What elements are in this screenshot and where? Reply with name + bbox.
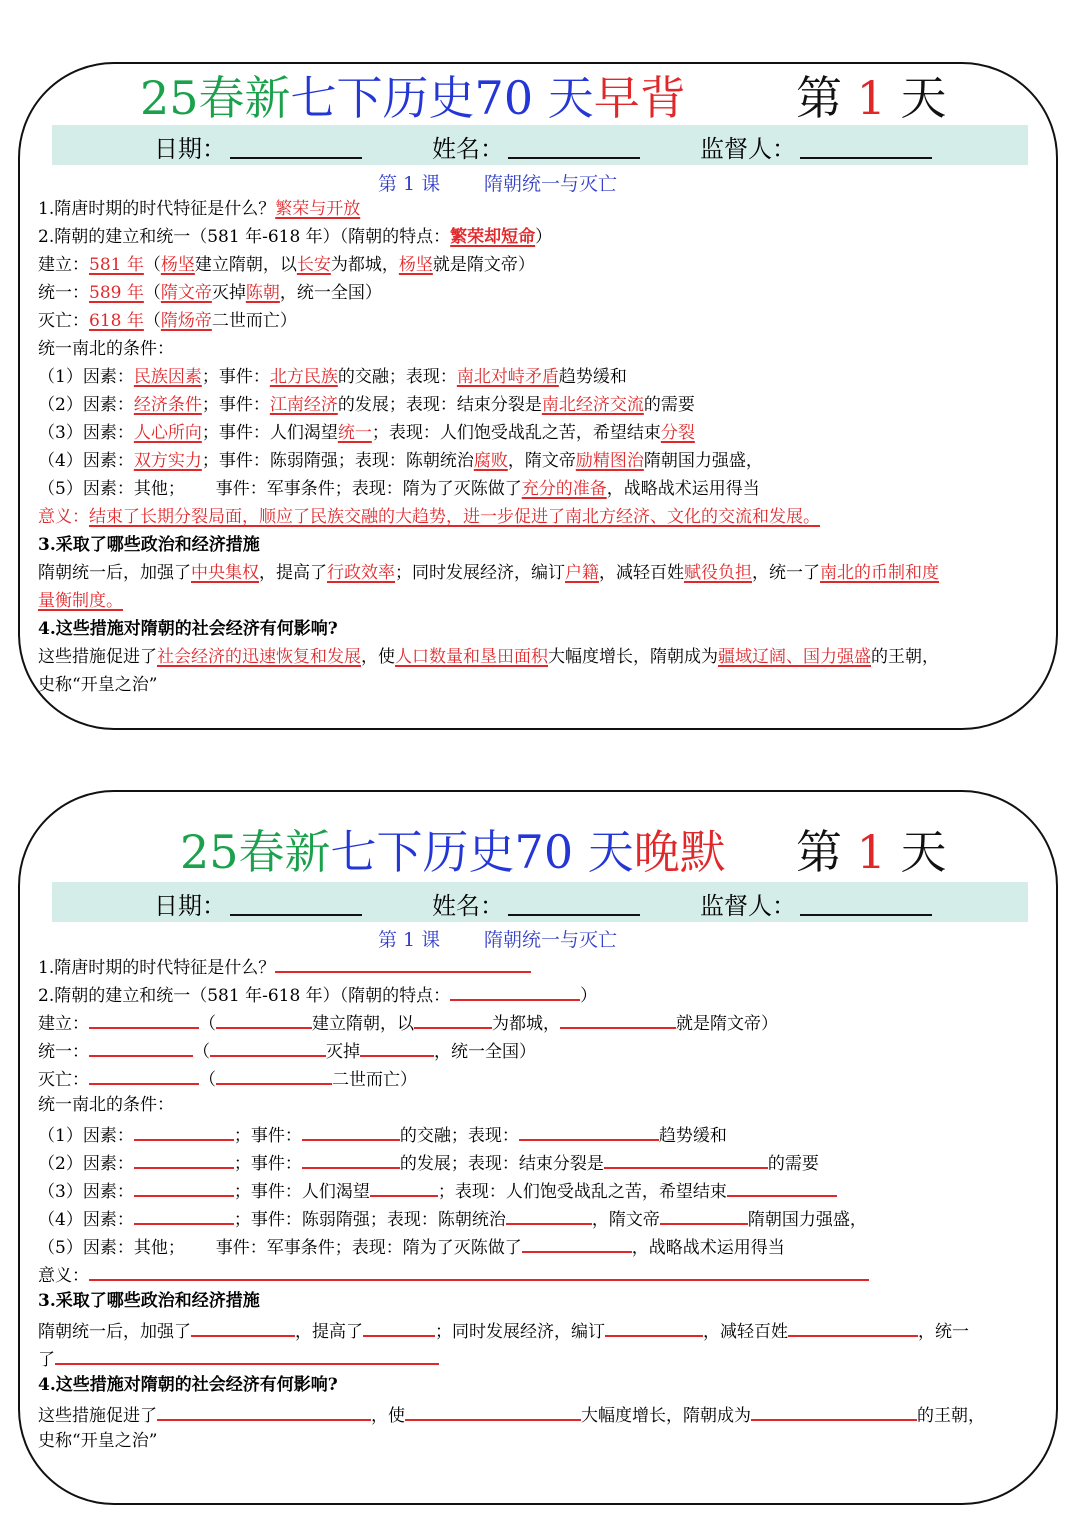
answer-blank[interactable] xyxy=(302,1121,400,1141)
question-text: 4.这些措施对隋朝的社会经济有何影响? xyxy=(38,1375,338,1395)
morning-title-main xyxy=(140,71,686,125)
answer-blank[interactable] xyxy=(560,1009,676,1029)
question-text: （5）因素：其他； 事件：军事条件；表现：隋为了灭陈做了 xyxy=(38,1238,522,1258)
text-line xyxy=(38,1233,1050,1260)
name-field[interactable] xyxy=(508,157,640,159)
question-text: 建立： xyxy=(38,255,89,275)
question-text: ，提高了 xyxy=(295,1322,363,1342)
question-text: 为都城， xyxy=(330,255,399,275)
answer-text: 社会经济的迅速恢复和发展 xyxy=(157,647,361,667)
question-text: ；事件：陈弱隋强；表现：陈朝统治 xyxy=(233,1210,506,1230)
question-text: 3.采取了哪些政治和经济措施 xyxy=(38,1291,260,1311)
question-text: （2）因素： xyxy=(38,1154,134,1174)
question-text: ，减轻百姓 xyxy=(703,1322,788,1342)
answer-blank[interactable] xyxy=(134,1205,234,1225)
question-text: ，隋文帝 xyxy=(591,1210,660,1230)
question-text: ；事件： xyxy=(233,1126,302,1146)
question-text: 就是隋文帝） xyxy=(676,1014,778,1034)
morning-lesson-title: 隋朝统一与灭亡 xyxy=(484,173,618,195)
question-text: 2.隋朝的建立和统一（581 年-618 年）（隋朝的特点： xyxy=(38,227,451,247)
morning-info-bar xyxy=(52,125,1028,165)
question-text: 灭亡： xyxy=(38,1070,89,1090)
answer-text: 隋文帝 xyxy=(160,283,212,303)
text-line xyxy=(38,1037,1050,1064)
question-text: 为都城， xyxy=(492,1014,560,1034)
answer-text: 民族因素 xyxy=(133,367,202,387)
evening-day-label xyxy=(796,816,947,882)
answer-blank[interactable] xyxy=(302,1149,400,1169)
question-text: 的发展；表现：结束分裂是 xyxy=(337,395,542,415)
question-text: ，隋文帝 xyxy=(507,451,576,471)
answer-text: 户籍 xyxy=(565,563,599,583)
title-part: 25春新 xyxy=(180,825,331,879)
question-text: 统一南北的条件： xyxy=(38,1095,174,1115)
question-text: ，统一 xyxy=(918,1322,969,1342)
answer-text: 繁荣却短命 xyxy=(450,227,536,247)
morning-title xyxy=(140,62,947,126)
text-line xyxy=(38,1317,1050,1344)
answer-blank[interactable] xyxy=(727,1177,837,1197)
title-part: 七下历史70 天 xyxy=(330,825,634,879)
answer-text: 统一 xyxy=(337,423,372,443)
question-text: 1.隋唐时期的时代特征是什么？ xyxy=(38,958,276,978)
text-line xyxy=(38,981,1050,1008)
answer-blank[interactable] xyxy=(89,1009,199,1029)
name-field[interactable] xyxy=(508,914,640,916)
text-line xyxy=(38,449,1050,473)
text-line xyxy=(38,365,1050,389)
question-text: ；事件：陈弱隋强；表现：陈朝统治 xyxy=(201,451,474,471)
answer-text: 618 年 xyxy=(89,311,144,331)
answer-blank[interactable] xyxy=(134,1149,234,1169)
question-text: ；表现：人们饱受战乱之苦，希望结束 xyxy=(437,1182,727,1202)
text-line xyxy=(38,617,1050,641)
question-text: （4）因素： xyxy=(38,1210,134,1230)
text-line xyxy=(38,1093,1050,1117)
answer-blank[interactable] xyxy=(275,953,531,973)
text-line xyxy=(38,533,1050,557)
question-text: 灭掉 xyxy=(211,283,246,303)
text-line xyxy=(38,561,1050,585)
question-text: （3）因素： xyxy=(38,423,134,443)
answer-blank[interactable] xyxy=(414,1009,492,1029)
question-text: 的交融；表现： xyxy=(399,1126,519,1146)
answer-text: 疆域辽阔、国力强盛 xyxy=(718,647,871,667)
answer-text: 人心所向 xyxy=(133,423,202,443)
answer-text: 长安 xyxy=(296,255,331,275)
question-text: 建立： xyxy=(38,1014,89,1034)
question-text: 的交融；表现： xyxy=(337,367,457,387)
question-text: 的需要 xyxy=(643,395,695,415)
title-part: 1 xyxy=(856,825,886,879)
text-line xyxy=(38,1429,1050,1453)
question-text: ；同时发展经济，编订 xyxy=(435,1322,605,1342)
question-text: 的王朝， xyxy=(871,647,939,667)
answer-text: 分裂 xyxy=(660,423,695,443)
answer-blank[interactable] xyxy=(450,981,580,1001)
question-text: 这些措施促进了 xyxy=(38,1406,157,1426)
question-text: ，统一全国） xyxy=(434,1042,536,1062)
question-text: 隋朝统一后，加强了 xyxy=(38,563,191,583)
date-label: 日期： xyxy=(154,135,226,163)
title-part: 第 xyxy=(796,825,857,879)
question-text: 这些措施促进了 xyxy=(38,647,157,667)
title-part: 早背 xyxy=(593,71,686,125)
question-text: 建立隋朝，以 xyxy=(194,255,297,275)
name-label: 姓名： xyxy=(432,135,504,163)
evening-title-main xyxy=(180,825,726,879)
answer-blank[interactable] xyxy=(363,1317,435,1337)
evening-info-bar xyxy=(52,882,1028,922)
answer-blank[interactable] xyxy=(522,1233,632,1253)
text-line xyxy=(38,1149,1050,1176)
question-text: （5）因素：其他； 事件：军事条件；表现：隋为了灭陈做了 xyxy=(38,479,522,499)
question-text: ；事件：人们渴望 xyxy=(201,423,338,443)
text-line xyxy=(38,505,1050,529)
question-text: 隋朝统一后，加强了 xyxy=(38,1322,191,1342)
text-line xyxy=(38,1401,1050,1428)
question-text: 的王朝， xyxy=(917,1406,985,1426)
question-text: 的需要 xyxy=(767,1154,819,1174)
question-text: （ xyxy=(143,311,161,331)
answer-text: 量衡制度。 xyxy=(38,591,123,611)
title-part: 第 xyxy=(796,71,857,125)
answer-text: 南北经济交流 xyxy=(541,395,644,415)
question-text: 史称“开皇之治” xyxy=(38,675,158,695)
answer-blank[interactable] xyxy=(788,1317,918,1337)
title-part: 晚默 xyxy=(633,825,726,879)
question-text: ，统一了 xyxy=(752,563,820,583)
text-line xyxy=(38,1065,1050,1092)
date-label: 日期： xyxy=(154,892,226,920)
answer-text: 双方实力 xyxy=(133,451,202,471)
answer-blank[interactable] xyxy=(89,1261,869,1281)
question-text: ） xyxy=(580,986,598,1006)
question-text: 建立隋朝，以 xyxy=(312,1014,414,1034)
morning-lesson-number: 第 1 课 xyxy=(378,173,441,195)
question-text: ） xyxy=(535,227,553,247)
question-text: ；事件： xyxy=(233,1154,302,1174)
text-line xyxy=(38,421,1050,445)
text-line xyxy=(38,1205,1050,1232)
date-field[interactable] xyxy=(230,914,362,916)
text-line xyxy=(38,645,1050,669)
question-text: ，统一全国） xyxy=(279,283,382,303)
answer-blank[interactable] xyxy=(370,1177,438,1197)
question-text: 二世而亡） xyxy=(332,1070,417,1090)
question-text: 趋势缓和 xyxy=(658,1126,727,1146)
text-line xyxy=(38,225,1050,249)
answer-text: 陈朝 xyxy=(245,283,280,303)
answer-text: 隋炀帝 xyxy=(160,311,212,331)
text-line xyxy=(38,1009,1050,1036)
question-text: ，使 xyxy=(361,647,395,667)
question-text: 1.隋唐时期的时代特征是什么？ xyxy=(38,199,276,219)
answer-text: 北方民族 xyxy=(269,367,338,387)
question-text: 大幅度增长，隋朝成为 xyxy=(548,647,718,667)
answer-blank[interactable] xyxy=(89,1065,199,1085)
text-line xyxy=(38,197,1050,221)
evening-lesson-title: 隋朝统一与灭亡 xyxy=(484,929,618,951)
question-text: （2）因素： xyxy=(38,395,134,415)
text-line xyxy=(38,393,1050,417)
question-text: 统一： xyxy=(38,283,89,303)
question-text: （1）因素： xyxy=(38,1126,134,1146)
question-text: 3.采取了哪些政治和经济措施 xyxy=(38,535,260,555)
answer-text: 行政效率 xyxy=(327,563,395,583)
question-text: （ xyxy=(143,283,161,303)
question-text: 趋势缓和 xyxy=(558,367,627,387)
question-text: ；事件：人们渴望 xyxy=(233,1182,370,1202)
answer-blank[interactable] xyxy=(157,1401,371,1421)
answer-text: 杨坚 xyxy=(160,255,195,275)
question-text: 2.隋朝的建立和统一（581 年-618 年）（隋朝的特点： xyxy=(38,986,451,1006)
text-line xyxy=(38,673,1050,697)
answer-blank[interactable] xyxy=(134,1177,234,1197)
question-text: （4）因素： xyxy=(38,451,134,471)
answer-blank[interactable] xyxy=(519,1121,659,1141)
title-part: 25春新 xyxy=(140,71,291,125)
answer-blank[interactable] xyxy=(216,1009,312,1029)
evening-title xyxy=(180,816,980,880)
question-text: 统一： xyxy=(38,1042,89,1062)
question-text: 隋朝国力强盛， xyxy=(747,1210,867,1230)
question-text: 4.这些措施对隋朝的社会经济有何影响? xyxy=(38,619,338,639)
answer-blank[interactable] xyxy=(660,1205,748,1225)
text-line xyxy=(38,253,1050,277)
text-line xyxy=(38,1121,1050,1148)
text-line xyxy=(38,477,1050,501)
question-text: ；事件： xyxy=(201,395,270,415)
answer-blank[interactable] xyxy=(89,1037,193,1057)
question-text: 隋朝国力强盛， xyxy=(643,451,763,471)
answer-text: 中央集权 xyxy=(191,563,259,583)
supervisor-field[interactable] xyxy=(800,914,932,916)
answer-blank[interactable] xyxy=(191,1317,295,1337)
text-line xyxy=(38,281,1050,305)
supervisor-label: 监督人： xyxy=(700,892,796,920)
answer-text: 腐败 xyxy=(473,451,508,471)
answer-text: 励精图治 xyxy=(575,451,644,471)
title-part: 天 xyxy=(885,825,947,879)
question-text: 大幅度增长，隋朝成为 xyxy=(581,1406,751,1426)
question-text: 灭亡： xyxy=(38,311,89,331)
answer-blank[interactable] xyxy=(210,1037,326,1057)
question-text: ；同时发展经济，编订 xyxy=(395,563,565,583)
answer-text: 赋役负担 xyxy=(684,563,752,583)
question-text: ，使 xyxy=(371,1406,405,1426)
question-text: 就是隋文帝） xyxy=(432,255,535,275)
question-text: ，减轻百姓 xyxy=(599,563,684,583)
title-part: 天 xyxy=(885,71,947,125)
question-text: （ xyxy=(193,1042,210,1062)
answer-text: 南北对峙矛盾 xyxy=(456,367,559,387)
question-text: （ xyxy=(199,1014,216,1034)
answer-text: 充分的准备 xyxy=(521,479,607,499)
answer-text: 581 年 xyxy=(89,255,144,275)
question-text: （3）因素： xyxy=(38,1182,134,1202)
answer-text: 结束了长期分裂局面，顺应了民族交融的大趋势，进一步促进了南北方经济、文化的交流和发展。 xyxy=(89,507,820,527)
answer-text: 杨坚 xyxy=(398,255,433,275)
question-text: ，战略战术运用得当 xyxy=(631,1238,785,1258)
evening-lesson-number: 第 1 课 xyxy=(378,929,441,951)
question-text: ，提高了 xyxy=(259,563,327,583)
date-field[interactable] xyxy=(230,157,362,159)
text-line xyxy=(38,953,1050,980)
answer-text: 江南经济 xyxy=(269,395,338,415)
text-line xyxy=(38,1289,1050,1313)
text-line xyxy=(38,1177,1050,1204)
question-text: 统一南北的条件： xyxy=(38,339,174,359)
morning-day-label xyxy=(796,62,947,128)
question-text: 了 xyxy=(38,1350,55,1370)
answer-blank[interactable] xyxy=(134,1121,234,1141)
title-part: 1 xyxy=(856,71,886,125)
question-text: 史称“开皇之治” xyxy=(38,1431,158,1451)
question-text: （1）因素： xyxy=(38,367,134,387)
answer-blank[interactable] xyxy=(751,1401,917,1421)
text-line xyxy=(38,1345,1050,1372)
answer-text: 经济条件 xyxy=(133,395,202,415)
name-label: 姓名： xyxy=(432,892,504,920)
answer-blank[interactable] xyxy=(216,1065,332,1085)
question-text: 二世而亡） xyxy=(211,311,297,331)
text-line xyxy=(38,337,1050,361)
answer-blank[interactable] xyxy=(605,1317,703,1337)
text-line xyxy=(38,589,1050,613)
answer-text: 人口数量和垦田面积 xyxy=(395,647,548,667)
question-text: ；事件： xyxy=(201,367,270,387)
text-line xyxy=(38,309,1050,333)
text-line xyxy=(38,1261,1050,1288)
question-text: 的发展；表现：结束分裂是 xyxy=(399,1154,604,1174)
question-text: （ xyxy=(199,1070,216,1090)
question-text: 意义： xyxy=(38,507,89,527)
answer-blank[interactable] xyxy=(405,1401,581,1421)
answer-text: 繁荣与开放 xyxy=(275,199,361,219)
question-text: （ xyxy=(143,255,161,275)
answer-text: 589 年 xyxy=(89,283,144,303)
supervisor-field[interactable] xyxy=(800,157,932,159)
answer-text: 南北的币制和度 xyxy=(820,563,939,583)
question-text: 灭掉 xyxy=(326,1042,360,1062)
answer-blank[interactable] xyxy=(360,1037,434,1057)
question-text: ，战略战术运用得当 xyxy=(606,479,760,499)
title-part: 七下历史70 天 xyxy=(290,71,594,125)
text-line xyxy=(38,1373,1050,1397)
supervisor-label: 监督人： xyxy=(700,135,796,163)
answer-blank[interactable] xyxy=(506,1205,592,1225)
answer-blank[interactable] xyxy=(604,1149,768,1169)
question-text: ；表现：人们饱受战乱之苦，希望结束 xyxy=(371,423,661,443)
question-text: 意义： xyxy=(38,1266,89,1286)
answer-blank[interactable] xyxy=(55,1345,439,1365)
